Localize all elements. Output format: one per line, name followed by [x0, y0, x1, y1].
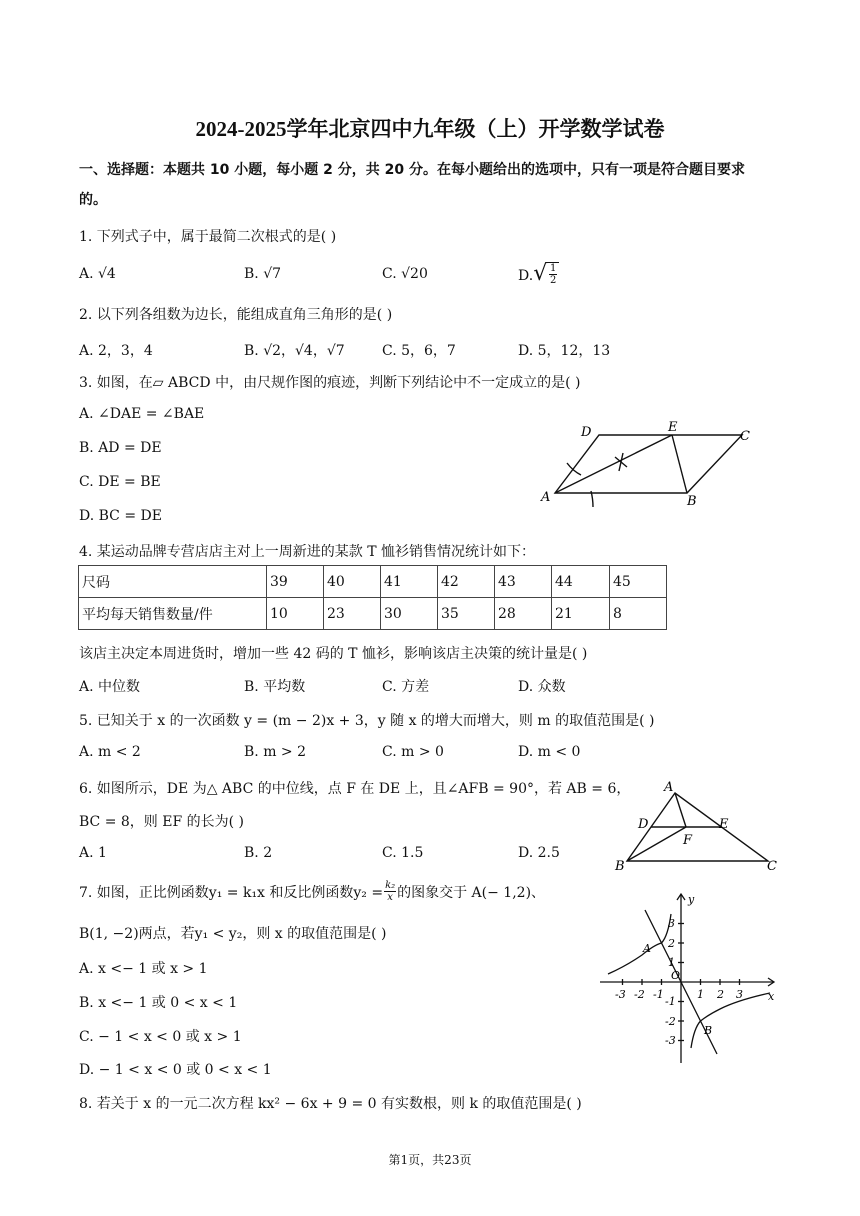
q7-fraction-numerator: k₂ [385, 880, 396, 891]
q7-x-tick: 3 [736, 988, 743, 1001]
table-cell: 45 [610, 566, 667, 598]
table-cell: 30 [381, 598, 438, 630]
table-row [79, 598, 667, 630]
q7-point-a-label: A [643, 942, 651, 955]
q6-option-c: C. 1.5 [382, 845, 424, 861]
q7-y-tick: 3 [668, 917, 675, 930]
q1-stem: 1. 下列式子中，属于最简二次根式的是( ) [79, 229, 337, 245]
q7-x-tick: -1 [653, 988, 664, 1001]
q6-label-e: E [719, 817, 729, 832]
q7-axis-x-label: x [768, 990, 775, 1003]
table-cell: 21 [552, 598, 610, 630]
q7-stem-cont: B(1, −2)两点，若y₁ < y₂，则 x 的取值范围是( ) [79, 926, 387, 942]
q6-label-a: A [664, 780, 674, 795]
q2-stem: 2. 以下列各组数为边长，能组成直角三角形的是( ) [79, 307, 393, 323]
q7-y-tick: 2 [668, 937, 675, 950]
q5-option-c: C. m > 0 [382, 744, 444, 760]
q2-option-c: C. 5，6，7 [382, 343, 456, 359]
q6-triangle-figure [612, 778, 787, 873]
section-heading: 一、选择题：本题共 10 小题，每小题 2 分，共 20 分。在每小题给出的选项中，只有一项是符合题目要求 [79, 162, 745, 178]
q7-y-tick: -1 [665, 995, 676, 1008]
q6-option-a: A. 1 [79, 845, 107, 861]
table-cell: 28 [495, 598, 552, 630]
q1-d-numerator: 1 [550, 263, 557, 274]
q3-stem: 3. 如图，在▱ ABCD 中，由尺规作图的痕迹，判断下列结论中不一定成立的是( ) [79, 375, 581, 391]
q4-option-c: C. 方差 [382, 679, 430, 695]
table-cell: 10 [267, 598, 324, 630]
q7-axis-y-label: y [688, 893, 695, 906]
q3-label-b: B [687, 494, 697, 509]
q7-graph-figure [598, 888, 780, 1070]
q3-option-d: D. BC = DE [79, 508, 162, 524]
q7-option-d: D. − 1 < x < 0 或 0 < x < 1 [79, 1062, 272, 1078]
table-cell: 42 [438, 566, 495, 598]
table-cell: 23 [324, 598, 381, 630]
q4-size-table [78, 565, 667, 630]
q6-option-b: B. 2 [244, 845, 273, 861]
q3-option-b: B. AD = DE [79, 440, 162, 456]
q6-label-f: F [683, 833, 693, 848]
q7-x-tick: -3 [615, 988, 626, 1001]
q4-follow-up: 该店主决定本周进货时，增加一些 42 码的 T 恤衫，影响该店主决策的统计量是( ) [79, 646, 588, 662]
q3-parallelogram-figure [535, 415, 765, 515]
q6-label-c: C [767, 859, 777, 873]
q3-option-a: A. ∠DAE = ∠BAE [79, 406, 205, 422]
q7-y-tick: -2 [665, 1015, 676, 1028]
q7-stem-part2: 的图象交于 A(− 1,2)、 [397, 884, 546, 901]
q7-point-b-label: B [704, 1024, 713, 1037]
q7-stem-part1: 7. 如图，正比例函数y₁ = k₁x 和反比例函数y₂ = [79, 884, 384, 901]
table-cell: 8 [610, 598, 667, 630]
page-title: 2024-2025学年北京四中九年级（上）开学数学试卷 [195, 117, 665, 141]
q7-fraction-denominator: x [384, 891, 396, 903]
q7-y-tick: 1 [668, 956, 675, 969]
q1-option-c: C. √20 [382, 266, 428, 282]
q5-option-b: B. m > 2 [244, 744, 307, 760]
table-cell: 39 [267, 566, 324, 598]
table-cell: 35 [438, 598, 495, 630]
table-row [79, 566, 667, 598]
q8-stem: 8. 若关于 x 的一元二次方程 kx² − 6x + 9 = 0 有实数根，则 k 的取值范围是( ) [79, 1096, 582, 1112]
q3-label-d: D [581, 425, 592, 440]
q1-option-d-label: D. [518, 268, 534, 284]
q5-stem: 5. 已知关于 x 的一次函数 y = (m − 2)x + 3，y 随 x 的增大而增大，则 m 的取值范围是( ) [79, 713, 655, 729]
q4-option-b: B. 平均数 [244, 679, 306, 695]
q2-option-a: A. 2，3，4 [79, 343, 153, 359]
q3-option-c: C. DE = BE [79, 474, 161, 490]
q3-label-a: A [541, 490, 551, 505]
q6-stem-cont: BC = 8，则 EF 的长为( ) [79, 814, 245, 830]
q5-option-a: A. m < 2 [79, 744, 141, 760]
q5-option-d: D. m < 0 [518, 744, 581, 760]
q3-label-c: C [740, 429, 750, 444]
q7-stem [79, 880, 545, 903]
q7-option-b: B. x <− 1 或 0 < x < 1 [79, 995, 238, 1011]
table-cell: 44 [552, 566, 610, 598]
q6-label-b: B [615, 859, 625, 873]
q1-d-denominator: 2 [550, 275, 557, 286]
q4-option-a: A. 中位数 [79, 679, 141, 695]
q7-option-a: A. x <− 1 或 x > 1 [79, 961, 208, 977]
q1-option-a: A. √4 [79, 266, 116, 282]
q1-option-d: D. √ $\frac{1}{2}$ [518, 262, 559, 286]
q7-y-tick: -3 [665, 1034, 676, 1047]
q2-option-d: D. 5，12，13 [518, 343, 611, 359]
section-heading-cont: 的。 [79, 192, 107, 208]
q7-option-c: C. − 1 < x < 0 或 x > 1 [79, 1029, 242, 1045]
table-cell: 40 [324, 566, 381, 598]
q7-origin-label: O [671, 969, 681, 982]
table-cell: 平均每天销售数量/件 [79, 598, 267, 630]
table-cell: 43 [495, 566, 552, 598]
q4-option-d: D. 众数 [518, 679, 566, 695]
q6-option-d: D. 2.5 [518, 845, 560, 861]
q4-stem: 4. 某运动品牌专营店店主对上一周新进的某款 T 恤衫销售情况统计如下： [79, 544, 536, 560]
q7-x-tick: 2 [717, 988, 724, 1001]
q7-x-tick: -2 [634, 988, 645, 1001]
page-footer: 第1页，共23页 [388, 1153, 472, 1167]
table-cell: 尺码 [79, 566, 267, 598]
q2-option-b: B. √2，√4，√7 [244, 343, 345, 359]
q6-label-d: D [638, 817, 649, 832]
table-cell: 41 [381, 566, 438, 598]
q7-x-tick: 1 [697, 988, 704, 1001]
q3-label-e: E [668, 420, 678, 435]
q1-option-b: B. √7 [244, 266, 282, 282]
q6-stem: 6. 如图所示，DE 为△ ABC 的中位线，点 F 在 DE 上，且∠AFB = 90°，若 AB = 6， [79, 781, 631, 797]
